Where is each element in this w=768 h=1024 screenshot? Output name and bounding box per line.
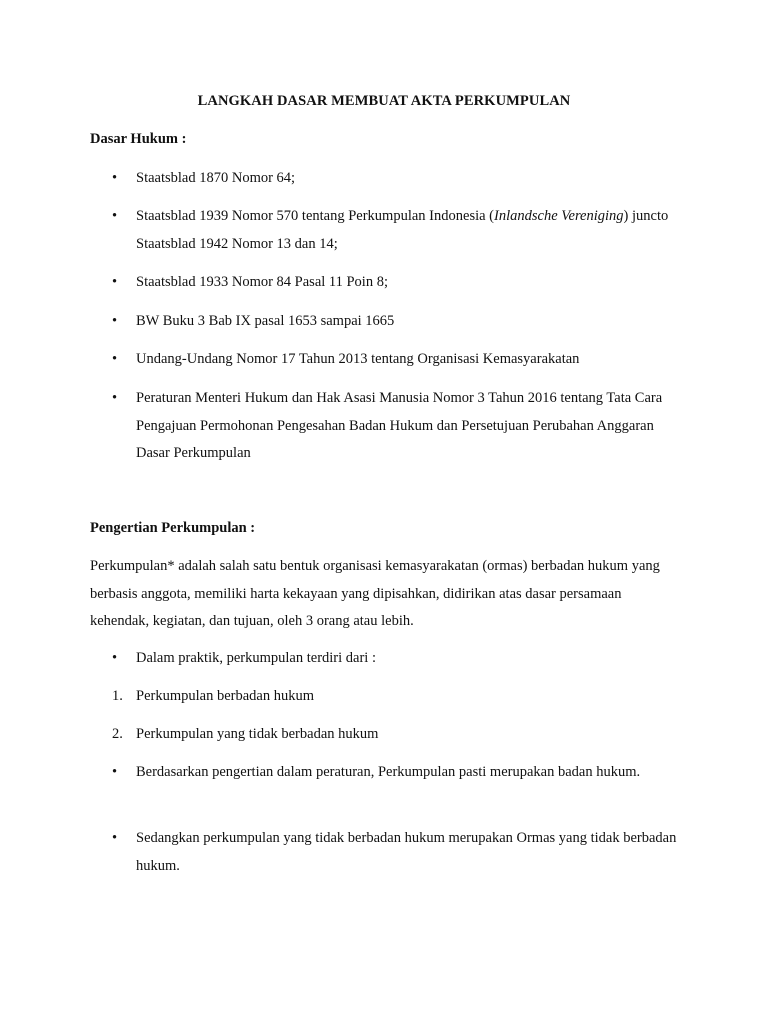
- list-item-text: Sedangkan perkumpulan yang tidak berbadan hukum merupakan Ormas yang tidak berbadan hukum.: [136, 830, 677, 874]
- list-number: 2.: [112, 726, 123, 742]
- document-title: LANGKAH DASAR MEMBUAT AKTA PERKUMPULAN: [197, 93, 571, 109]
- section-heading-pengertian: Pengertian Perkumpulan :: [90, 520, 256, 536]
- list-item: [90, 269, 690, 297]
- list-item-text: [136, 203, 690, 258]
- list-item: [90, 308, 690, 336]
- list-item-italic-term: Inlandsche Vereniging: [494, 208, 624, 224]
- list-item-text: BW Buku 3 Bab IX pasal 1653 sampai 1665: [136, 313, 395, 329]
- bullet-icon: •: [112, 650, 118, 666]
- bullet-icon: •: [112, 351, 118, 367]
- list-item-text: Dalam praktik, perkumpulan terdiri dari :: [136, 650, 376, 666]
- numbered-item-text: Perkumpulan yang tidak berbadan hukum: [136, 726, 379, 742]
- list-item: [90, 759, 690, 787]
- section-heading-dasar-hukum: Dasar Hukum :: [90, 131, 187, 147]
- list-item-text: Berdasarkan pengertian dalam peraturan, Perkumpulan pasti merupakan badan hukum.: [136, 764, 641, 780]
- list-item: [90, 825, 690, 880]
- list-item: [90, 385, 690, 468]
- bullet-icon: •: [112, 830, 118, 846]
- list-item-text-part: Staatsblad 1939 Nomor 570 tentang Perkumpulan Indonesia (: [136, 208, 495, 224]
- bullet-icon: •: [112, 390, 118, 406]
- list-item-text-part: ) juncto Staatsblad 1942 Nomor 13 dan 14;: [136, 208, 669, 252]
- numbered-item: [90, 683, 690, 711]
- list-item-text: Staatsblad 1870 Nomor 64;: [136, 170, 296, 186]
- numbered-item-text: Perkumpulan berbadan hukum: [136, 688, 314, 704]
- numbered-item: [90, 721, 690, 749]
- list-item-text: Staatsblad 1933 Nomor 84 Pasal 11 Poin 8;: [136, 274, 388, 290]
- list-number: 1.: [112, 688, 123, 704]
- bullet-icon: •: [112, 313, 118, 329]
- list-item: [90, 165, 690, 193]
- list-item: [90, 203, 690, 258]
- bullet-icon: •: [112, 170, 118, 186]
- bullet-icon: •: [112, 208, 118, 224]
- bullet-icon: •: [112, 274, 118, 290]
- definition-paragraph: Perkumpulan* adalah salah satu bentuk organisasi kemasyarakatan (ormas) berbadan hukum yang berbasis anggota, memiliki harta kekayaan yang dipisahkan, didirikan atas dasar persamaan kehendak, kegiatan, dan tujuan, oleh 3 orang atau lebih.: [90, 558, 660, 629]
- bullet-icon: •: [112, 764, 118, 780]
- list-item-text: Undang-Undang Nomor 17 Tahun 2013 tentang Organisasi Kemasyarakatan: [136, 351, 580, 367]
- list-item: [90, 645, 690, 673]
- list-item-text: Peraturan Menteri Hukum dan Hak Asasi Manusia Nomor 3 Tahun 2016 tentang Tata Cara Pengajuan Permohonan Pengesahan Badan Hukum dan Persetujuan Perubahan Anggaran Dasar Perkumpulan: [136, 390, 663, 461]
- list-item: [90, 346, 690, 374]
